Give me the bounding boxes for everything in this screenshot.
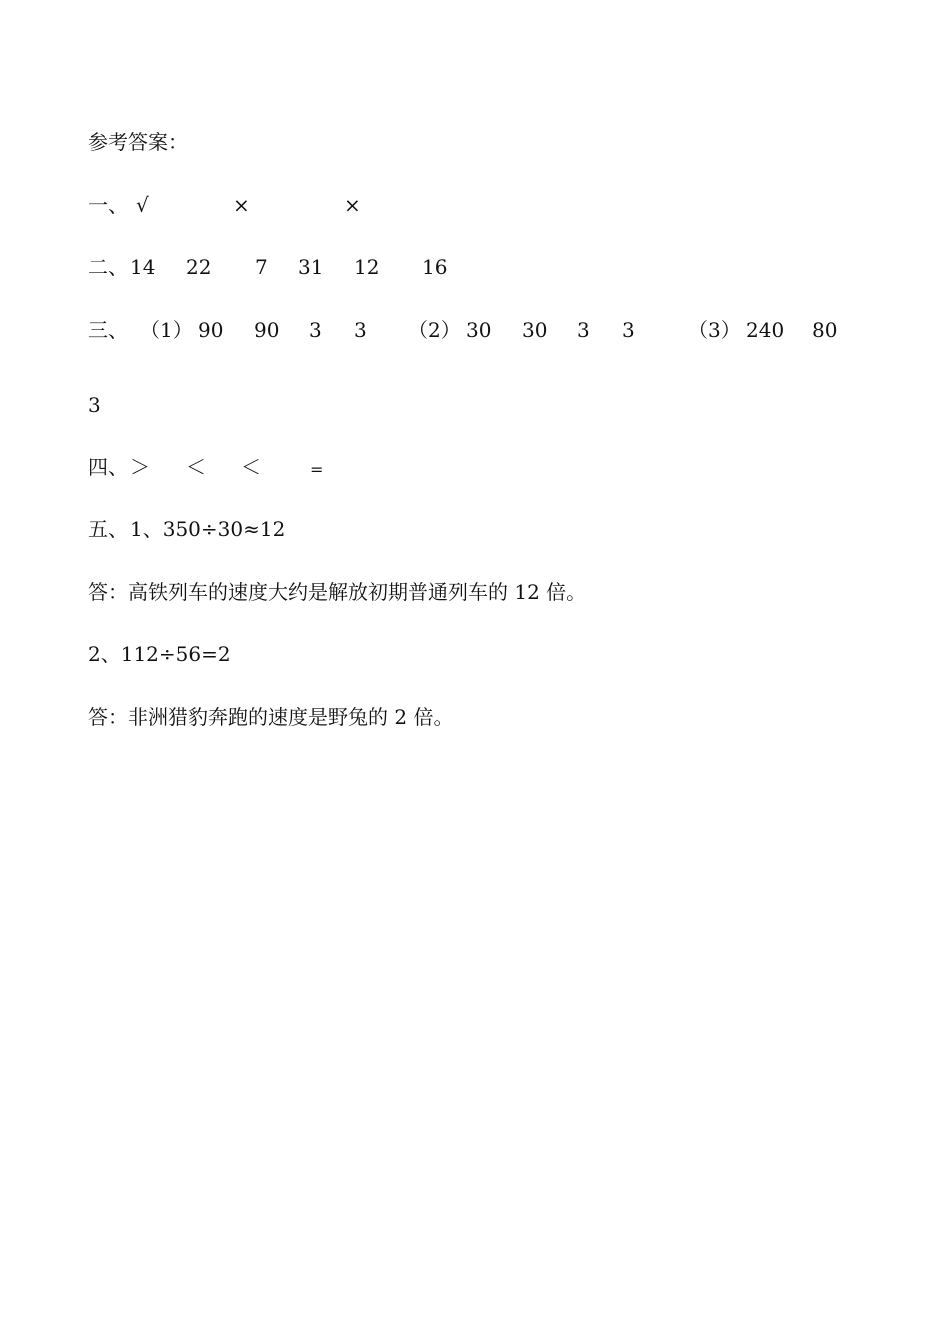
section-1-answer-2: × <box>233 193 250 217</box>
section-5-label: 五、 <box>88 517 128 541</box>
section-3-part-2-label: （2） <box>408 318 461 342</box>
section-3-row <box>88 318 888 342</box>
section-4-label: 四、 <box>88 455 128 479</box>
section-3-part-1-value-4: 3 <box>354 318 367 342</box>
section-5-q1-expression: 1、350÷30≈12 <box>130 517 286 541</box>
section-4-answer-4: = <box>310 460 324 479</box>
section-5-row <box>88 517 888 541</box>
section-4-row <box>88 455 888 479</box>
section-5-q2-answer: 答：非洲猎豹奔跑的速度是野兔的 2 倍。 <box>88 705 454 729</box>
section-3-part-3-label: （3） <box>688 318 741 342</box>
section-1-answer-3: × <box>344 193 361 217</box>
section-2-answer-4: 31 <box>298 255 324 279</box>
section-3-part-3-value-1: 240 <box>746 318 785 342</box>
section-5-q2-expression: 2、112÷56=2 <box>88 642 231 666</box>
answer-key-heading: 参考答案： <box>88 130 188 154</box>
section-3-part-3-value-2: 80 <box>812 318 838 342</box>
section-2-answer-2: 22 <box>186 255 212 279</box>
section-3-label: 三、 <box>88 318 128 342</box>
section-3-part-2-value-4: 3 <box>622 318 635 342</box>
section-4-answer-2: ＜ <box>186 455 206 479</box>
section-2-answer-5: 12 <box>354 255 380 279</box>
section-2-answer-6: 16 <box>422 255 448 279</box>
section-1-answer-1: √ <box>136 193 149 217</box>
section-2-answer-1: 14 <box>130 255 156 279</box>
section-2-row <box>88 255 888 279</box>
section-4-answer-3: ＜ <box>241 455 261 479</box>
section-1-row <box>88 193 888 217</box>
section-3-part-2-value-2: 30 <box>522 318 548 342</box>
section-3-part-1-value-2: 90 <box>254 318 280 342</box>
section-4-answer-1: ＞ <box>130 455 150 479</box>
section-3-part-3-value-3: 3 <box>88 393 101 417</box>
section-2-label: 二、 <box>88 255 128 279</box>
section-1-label: 一、 <box>88 193 128 217</box>
section-3-part-1-label: （1） <box>140 318 193 342</box>
section-3-part-2-value-1: 30 <box>466 318 492 342</box>
section-2-answer-3: 7 <box>255 255 268 279</box>
section-3-part-2-value-3: 3 <box>577 318 590 342</box>
section-3-part-1-value-1: 90 <box>198 318 224 342</box>
section-5-q1-answer: 答：高铁列车的速度大约是解放初期普通列车的 12 倍。 <box>88 580 587 604</box>
section-3-part-1-value-3: 3 <box>309 318 322 342</box>
